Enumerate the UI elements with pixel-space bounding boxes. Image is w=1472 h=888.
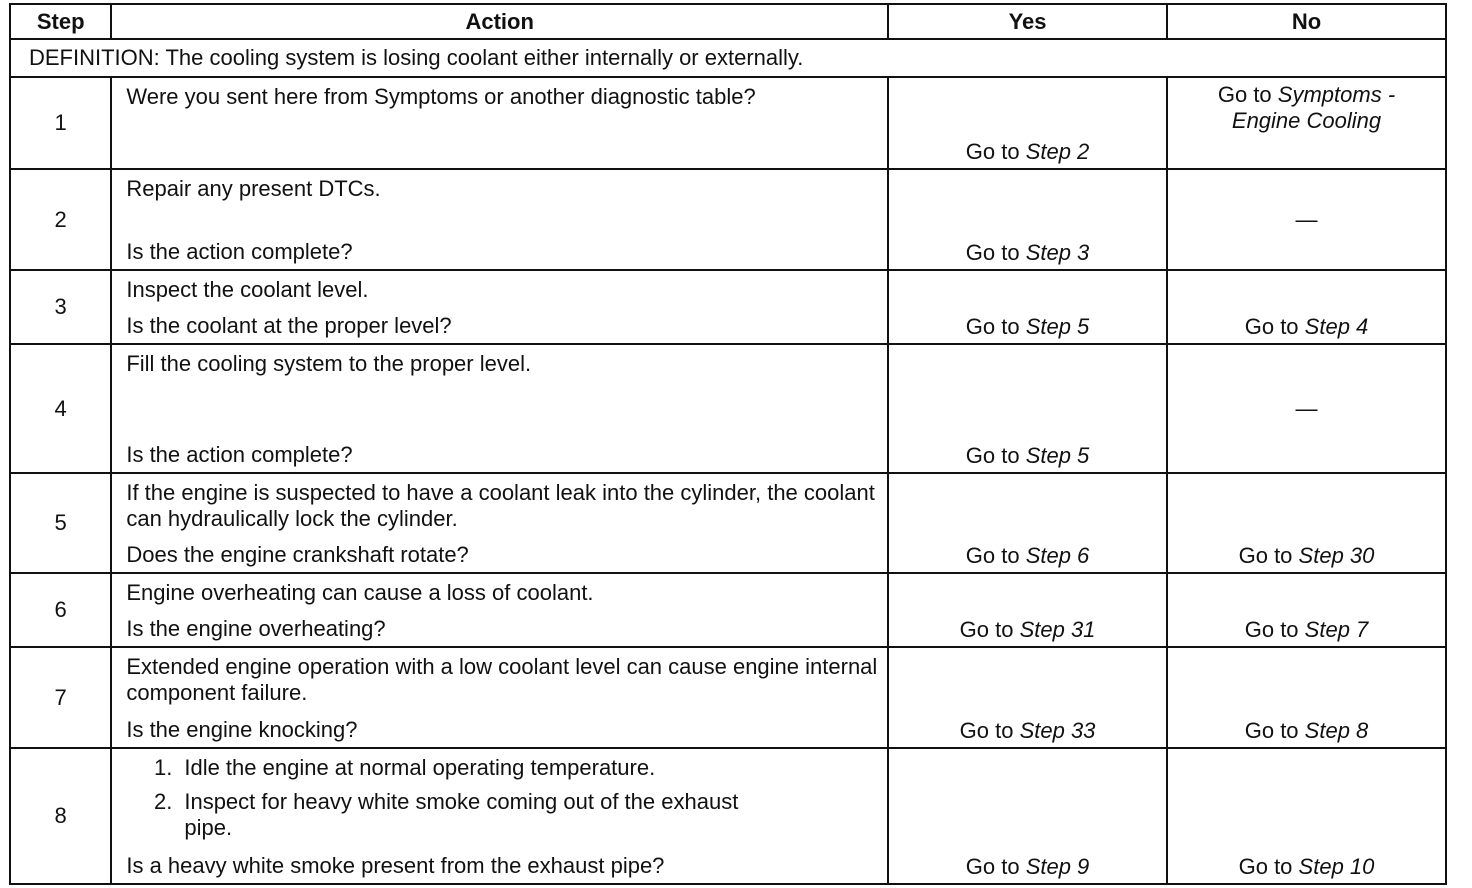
- header-yes: Yes: [888, 4, 1167, 39]
- no-dash: —: [1295, 206, 1318, 232]
- yes-link[interactable]: Go to Step 5: [965, 314, 1090, 339]
- definition-row: [10, 39, 1446, 77]
- no-cell: [1167, 473, 1446, 573]
- step-number: 2: [10, 169, 111, 270]
- yes-cell: [888, 270, 1167, 344]
- list-item: 2. Inspect for heavy white smoke coming out of the exhaust pipe.: [153, 789, 739, 840]
- yes-cell: [888, 748, 1167, 884]
- no-dash: —: [1295, 395, 1318, 421]
- action-cell: [111, 77, 888, 169]
- action-question: Is the engine knocking?: [126, 717, 358, 742]
- action-text: Fill the cooling system to the proper level.: [126, 351, 532, 376]
- header-row: [10, 4, 1446, 39]
- yes-link[interactable]: Go to Step 2: [965, 139, 1090, 164]
- no-link[interactable]: Go to Step 30: [1238, 543, 1375, 568]
- table-row: [10, 169, 1446, 270]
- table-row: [10, 473, 1446, 573]
- yes-cell: [888, 573, 1167, 647]
- yes-link[interactable]: Go to Step 31: [959, 617, 1096, 642]
- step-number: 5: [10, 473, 111, 573]
- action-text: Extended engine operation with a low coolant level can cause engine internal component failure.: [126, 654, 878, 705]
- no-link[interactable]: Go to Step 7: [1244, 617, 1369, 642]
- no-cell: [1167, 748, 1446, 884]
- action-question: Is a heavy white smoke present from the exhaust pipe?: [126, 853, 665, 878]
- no-cell: [1167, 344, 1446, 473]
- yes-cell: [888, 344, 1167, 473]
- header-step: Step: [10, 4, 111, 39]
- no-cell: [1167, 270, 1446, 344]
- step-number: 7: [10, 647, 111, 748]
- step-number: 8: [10, 748, 111, 884]
- action-cell: [111, 344, 888, 473]
- no-link[interactable]: Go to Symptoms - Engine Cooling: [1217, 82, 1396, 133]
- yes-link[interactable]: Go to Step 33: [959, 718, 1096, 743]
- table-row: [10, 77, 1446, 169]
- yes-cell: [888, 647, 1167, 748]
- yes-link[interactable]: Go to Step 6: [965, 543, 1090, 568]
- yes-cell: [888, 169, 1167, 270]
- action-question: Is the action complete?: [126, 239, 353, 264]
- action-text: If the engine is suspected to have a coolant leak into the cylinder, the coolant can hydraulically lock the cylinder.: [126, 480, 875, 531]
- table-row: [10, 647, 1446, 748]
- yes-link[interactable]: Go to Step 9: [965, 854, 1090, 879]
- step-number: 3: [10, 270, 111, 344]
- step-number: 1: [10, 77, 111, 169]
- action-cell: [111, 169, 888, 270]
- action-cell: [111, 270, 888, 344]
- action-text: Were you sent here from Symptoms or another diagnostic table?: [126, 84, 756, 109]
- no-link[interactable]: Go to Step 10: [1238, 854, 1375, 879]
- action-text: Engine overheating can cause a loss of coolant.: [126, 580, 594, 605]
- action-question: Does the engine crankshaft rotate?: [126, 542, 469, 567]
- action-question: Is the engine overheating?: [126, 616, 386, 641]
- table-row: [10, 344, 1446, 473]
- table-row: [10, 270, 1446, 344]
- no-link[interactable]: Go to Step 8: [1244, 718, 1369, 743]
- no-link[interactable]: Go to Step 4: [1244, 314, 1369, 339]
- no-cell: [1167, 169, 1446, 270]
- yes-cell: [888, 473, 1167, 573]
- table-row: [10, 573, 1446, 647]
- action-question: Is the coolant at the proper level?: [126, 313, 452, 338]
- diagnostic-table: [9, 3, 1447, 885]
- action-text: Repair any present DTCs.: [126, 176, 381, 201]
- action-steps-list: [126, 755, 879, 849]
- table-row: [10, 748, 1446, 884]
- action-cell: [111, 573, 888, 647]
- action-question: Is the action complete?: [126, 442, 353, 467]
- header-no: No: [1167, 4, 1446, 39]
- yes-link[interactable]: Go to Step 3: [965, 240, 1090, 265]
- action-cell: [111, 748, 888, 884]
- action-cell: [111, 473, 888, 573]
- header-action: Action: [111, 4, 888, 39]
- no-cell: [1167, 77, 1446, 169]
- no-cell: [1167, 647, 1446, 748]
- no-cell: [1167, 573, 1446, 647]
- list-item: 1. Idle the engine at normal operating temperature.: [153, 755, 656, 780]
- step-number: 6: [10, 573, 111, 647]
- yes-link[interactable]: Go to Step 5: [965, 443, 1090, 468]
- step-number: 4: [10, 344, 111, 473]
- definition-text: DEFINITION: The cooling system is losing coolant either internally or externally.: [10, 39, 1446, 77]
- action-cell: [111, 647, 888, 748]
- yes-cell: [888, 77, 1167, 169]
- action-text: Inspect the coolant level.: [126, 277, 369, 302]
